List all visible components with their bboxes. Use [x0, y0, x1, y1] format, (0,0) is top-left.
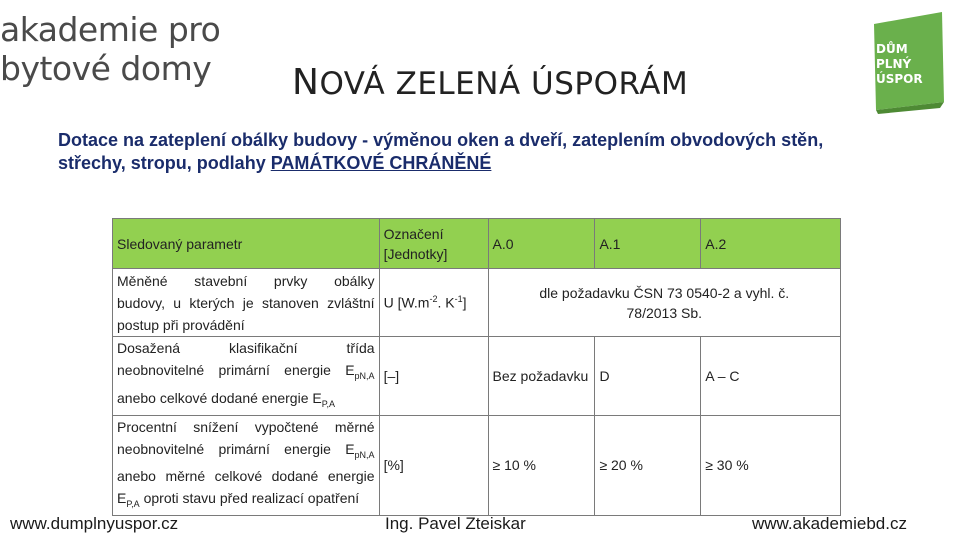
logo-dum-plny-uspor — [868, 10, 950, 114]
header-unit — [379, 219, 488, 269]
header-a2: A.2 — [701, 219, 841, 269]
table-row — [113, 337, 841, 416]
row2-param-line-2 — [117, 359, 375, 387]
row3-a0: ≥ 10 % — [488, 415, 595, 516]
row2-param — [113, 337, 380, 416]
logo-line-2: bytové domy — [0, 49, 212, 88]
subtitle-line-2 — [58, 152, 918, 175]
row3-param — [113, 415, 380, 516]
header-a0: A.0 — [488, 219, 595, 269]
row3-a1: ≥ 20 % — [595, 415, 701, 516]
logo-akademie — [0, 10, 260, 88]
row3-unit: [%] — [379, 415, 488, 516]
row2-a2: A – C — [701, 337, 841, 416]
row3-param-line-2 — [117, 438, 375, 466]
header-a1: A.1 — [595, 219, 701, 269]
logo-right-line-1: DŮM — [876, 42, 908, 56]
page-title-initial: N — [292, 62, 320, 103]
row1-unit-exp2: -1 — [454, 294, 463, 305]
row2-unit: [–] — [379, 337, 488, 416]
header-unit-line-1: Označení — [383, 225, 444, 242]
row3-param-line-4-text: E — [117, 490, 127, 507]
row1-param — [113, 269, 380, 337]
logo-right-line-2: PLNÝ — [876, 57, 912, 71]
footer-center: Ing. Pavel Zteiskar — [385, 514, 526, 533]
row2-a0: Bez požadavku — [488, 337, 595, 416]
row1-unit-end: ] — [462, 294, 467, 311]
logo-line-1: akademie pro — [0, 10, 221, 49]
row1-param-line-2: budovy, u kterých je stanoven zvláštní — [117, 294, 375, 311]
row1-value-line-1: dle požadavku ČSN 73 0540-2 a vyhl. č. — [539, 284, 790, 301]
row3-param-line-4-rest: oproti stavu před realizací opatření — [139, 490, 360, 507]
row1-unit-mid: . K — [437, 294, 455, 311]
table-row — [113, 415, 841, 516]
subtitle-line-2-start: střechy, stropu, podlahy — [58, 153, 271, 173]
row3-param-line-2-sub: pN,A — [354, 449, 375, 460]
page-title-rest: OVÁ ZELENÁ ÚSPORÁM — [319, 66, 689, 102]
row2-param-line-2-sub: pN,A — [354, 370, 375, 381]
row1-value — [488, 269, 840, 337]
row3-param-line-2-text: neobnovitelné primární energie E — [117, 440, 355, 457]
row2-param-line-3 — [117, 387, 375, 415]
subtitle-line-1: Dotace na zateplení obálky budovy - výměnou oken a dveří, zateplením obvodových stěn, — [58, 130, 824, 150]
row1-unit-main: U [W.m — [383, 294, 430, 311]
page-title — [292, 62, 688, 103]
row2-param-line-3-text: anebo celkové dodané energie E — [117, 389, 322, 406]
row3-param-line-4 — [117, 487, 375, 515]
subtitle — [58, 129, 918, 175]
row1-unit — [379, 269, 488, 337]
row1-param-line-1: Měněné stavební prvky obálky — [117, 272, 375, 289]
row3-param-line-4-sub: P,A — [126, 499, 140, 510]
parameters-table — [112, 218, 841, 516]
table-header-row — [113, 219, 841, 269]
row3-param-line-3: anebo měrné celkové dodané energie — [117, 468, 375, 485]
footer-right: www.akademiebd.cz — [752, 514, 907, 533]
footer-left: www.dumplnyuspor.cz — [10, 514, 179, 533]
logo-right-line-3: ÚSPOR — [876, 72, 923, 86]
row1-value-line-2: 78/2013 Sb. — [626, 304, 703, 321]
row3-a2: ≥ 30 % — [701, 415, 841, 516]
row3-param-line-1: Procentní snížení vypočtené měrné — [117, 418, 375, 435]
header-param: Sledovaný parametr — [113, 219, 380, 269]
row2-param-line-3-sub: P,A — [321, 398, 336, 409]
logo-right-text — [876, 42, 923, 87]
row2-param-line-2-text: neobnovitelné primární energie E — [117, 362, 355, 378]
row1-unit-exp1: -2 — [429, 294, 438, 305]
subtitle-underlined: PAMÁTKOVÉ CHRÁNĚNÉ — [270, 153, 492, 173]
row2-a1: D — [595, 337, 701, 416]
header-unit-line-2: [Jednotky] — [383, 245, 448, 262]
table-row — [113, 269, 841, 337]
row1-param-line-3: postup při provádění — [117, 316, 245, 333]
row2-param-line-1: Dosažená klasifikační třída — [117, 340, 375, 356]
